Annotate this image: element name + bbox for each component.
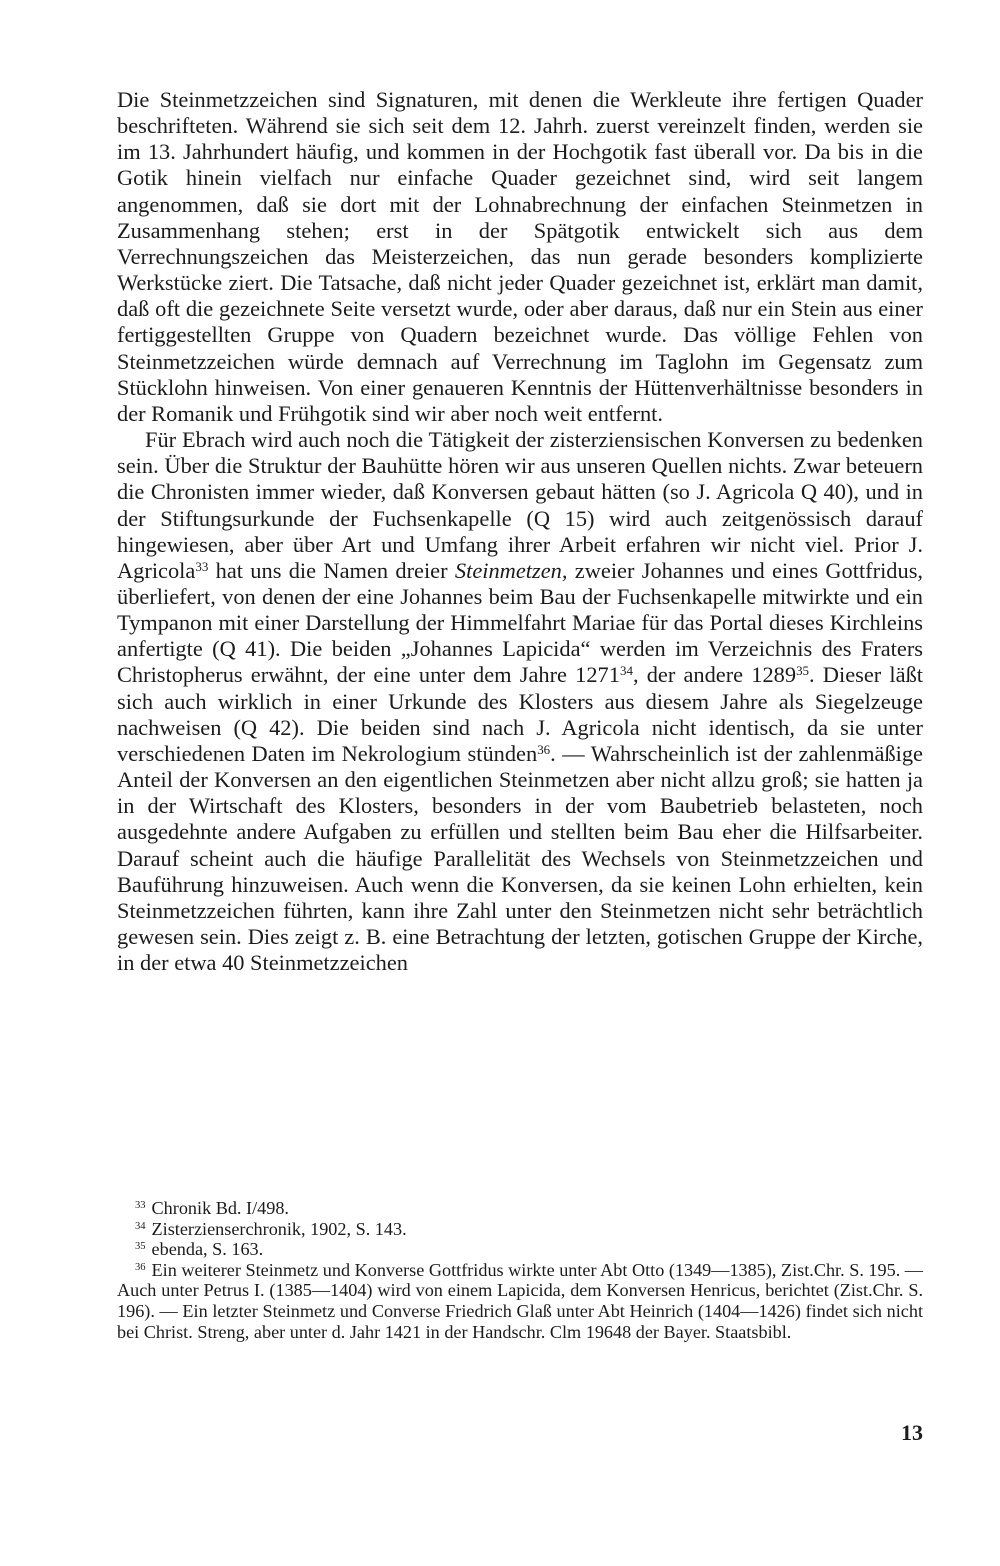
paragraph-2-text-f: . — Wahrscheinlich ist der zahlenmäßige Anteil der Konversen an den eigentlichen Steinmetzen aber nicht allzu groß; sie hatten ja in der Wirtschaft des Klosters, besonders in der vom Baubetrieb belasteten, noch ausgedehnte andere Aufgaben zu erfüllen und stellten beim Bau eher die Hilfsarbeiter. Darauf scheint auch die häufige Parallelität des Wechsels von Steinmetzzeichen und Bauführung hinzuweisen. Auch wenn die Konversen, da sie keinen Lohn erhielten, kein Steinmetzzeichen führten, kann ihre Zahl unter den Steinmetzen nicht sehr beträchtlich gewesen sein. Dies zeigt z. B. eine Betrachtung der letzten, gotischen Gruppe der Kirche, in der etwa 40 Steinmetzzeichen bbox=[117, 740, 923, 976]
footnote-36 bbox=[117, 1260, 923, 1342]
footnotes bbox=[117, 1198, 923, 1342]
italic-term: Steinmetzen, bbox=[454, 557, 568, 583]
footnote-number: 35 bbox=[135, 1241, 146, 1253]
paragraph-2-text-d: , der andere 1289 bbox=[632, 662, 797, 688]
paragraph-2-text-c: zweier Johannes und eines Gottfridus, überliefert, von denen der eine Johannes beim Bau der Fuchsenkapelle mitwirkte und ein Tympanon mit einer Darstellung der Himmelfahrt Mariae für das Portal dieses Kirchleins anfertigte (Q 41). Die beiden „Johannes Lapicida“ werden im Verzeichnis des Fraters Christopherus erwähnt, der eine unter dem Jahre 1271 bbox=[117, 557, 924, 688]
paragraph-2-text-b: hat uns die Namen dreier bbox=[208, 557, 455, 583]
footnote-ref-34[interactable]: 34 bbox=[619, 663, 633, 679]
footnote-text: Zisterzienserchronik, 1902, S. 143. bbox=[151, 1218, 407, 1239]
footnote-text: Ein weiterer Steinmetz und Konverse Gottfridus wirkte unter Abt Otto (1349—1385), Zist.Chr. S. 195. — Auch unter Petrus I. (1385—1404) wird von einem Lapicida, dem Konversen Henricus, berichtet (Zist.Chr. S. 196). — Ein letzter Steinmetz und Converse Friedrich Glaß unter Abt Heinrich (1404—1426) findet sich nicht bei Christ. Streng, aber unter d. Jahr 1421 in der Handschr. Clm 19648 der Bayer. Staatsbibl. bbox=[117, 1259, 923, 1342]
footnote-number: 34 bbox=[135, 1220, 146, 1232]
footnote-number: 33 bbox=[135, 1200, 146, 1212]
paragraph-1-text: Die Steinmetzzeichen sind Signaturen, mit denen die Werkleute ihre fertigen Quader beschrifteten. Während sie sich seit dem 12. Jahrh. zuerst vereinzelt finden, werden sie im 13. Jahrhundert häufig, und kommen in der Hochgotik fast überall vor. Da bis in die Gotik hinein vielfach nur einfache Quader gezeichnet sind, wird seit langem angenommen, daß sie dort mit der Lohnabrechnung der einfachen Steinmetzen in Zusammenhang stehen; erst in der Spätgotik entwickelt sich aus dem Verrechnungszeichen das Meisterzeichen, das nun gerade besonders komplizierte Werkstücke ziert. Die Tatsache, daß nicht jeder Quader gezeichnet ist, erklärt man damit, daß oft die gezeichnete Seite versetzt wurde, oder aber daraus, daß nur ein Stein aus einer fertiggestellten Gruppe von Quadern bezeichnet wurde. Das völlige Fehlen von Steinmetzzeichen würde demnach auf Verrechnung im Taglohn im Gegensatz zum Stücklohn hinweisen. Von einer genaueren Kenntnis der Hüttenverhältnisse besonders in der Romanik und Frühgotik sind wir aber noch weit entfernt. bbox=[117, 87, 923, 426]
footnote-ref-35[interactable]: 35 bbox=[796, 663, 810, 679]
footnote-number: 36 bbox=[135, 1261, 146, 1273]
main-text bbox=[117, 87, 923, 976]
footnote-ref-33[interactable]: 33 bbox=[195, 558, 209, 574]
paragraph-1 bbox=[117, 87, 923, 427]
paragraph-2-text-e: . Dieser läßt sich auch wirklich in einer Urkunde des Klosters aus diesem Jahre als Siegelzeuge nachweisen (Q 42). Die beiden sind nach J. Agricola nicht identisch, da sie unter verschiedenen Daten im Nekrologium stünden bbox=[117, 662, 923, 766]
footnote-33 bbox=[117, 1198, 923, 1219]
footnote-ref-36[interactable]: 36 bbox=[537, 741, 551, 757]
paragraph-2 bbox=[117, 427, 923, 976]
footnote-text: ebenda, S. 163. bbox=[151, 1239, 264, 1260]
footnote-35 bbox=[117, 1239, 923, 1260]
footnote-text: Chronik Bd. I/498. bbox=[151, 1198, 289, 1218]
page-number: 13 bbox=[901, 1420, 923, 1445]
paragraph-2-text-a: Für Ebrach wird auch noch die Tätigkeit der zisterziensischen Konversen zu bedenken sein. Über die Struktur der Bauhütte hören wir aus unseren Quellen nichts. Zwar beteuern die Chronisten immer wieder, daß Konversen gebaut hätten (so J. Agricola Q 40), und in der Stiftungsurkunde der Fuchsenkapelle (Q 15) wird auch zeitgenössisch darauf hingewiesen, aber über Art und Umfang ihrer Arbeit erfahren wir nicht viel. Prior J. Agricola bbox=[117, 427, 923, 583]
footnote-34 bbox=[117, 1219, 923, 1240]
